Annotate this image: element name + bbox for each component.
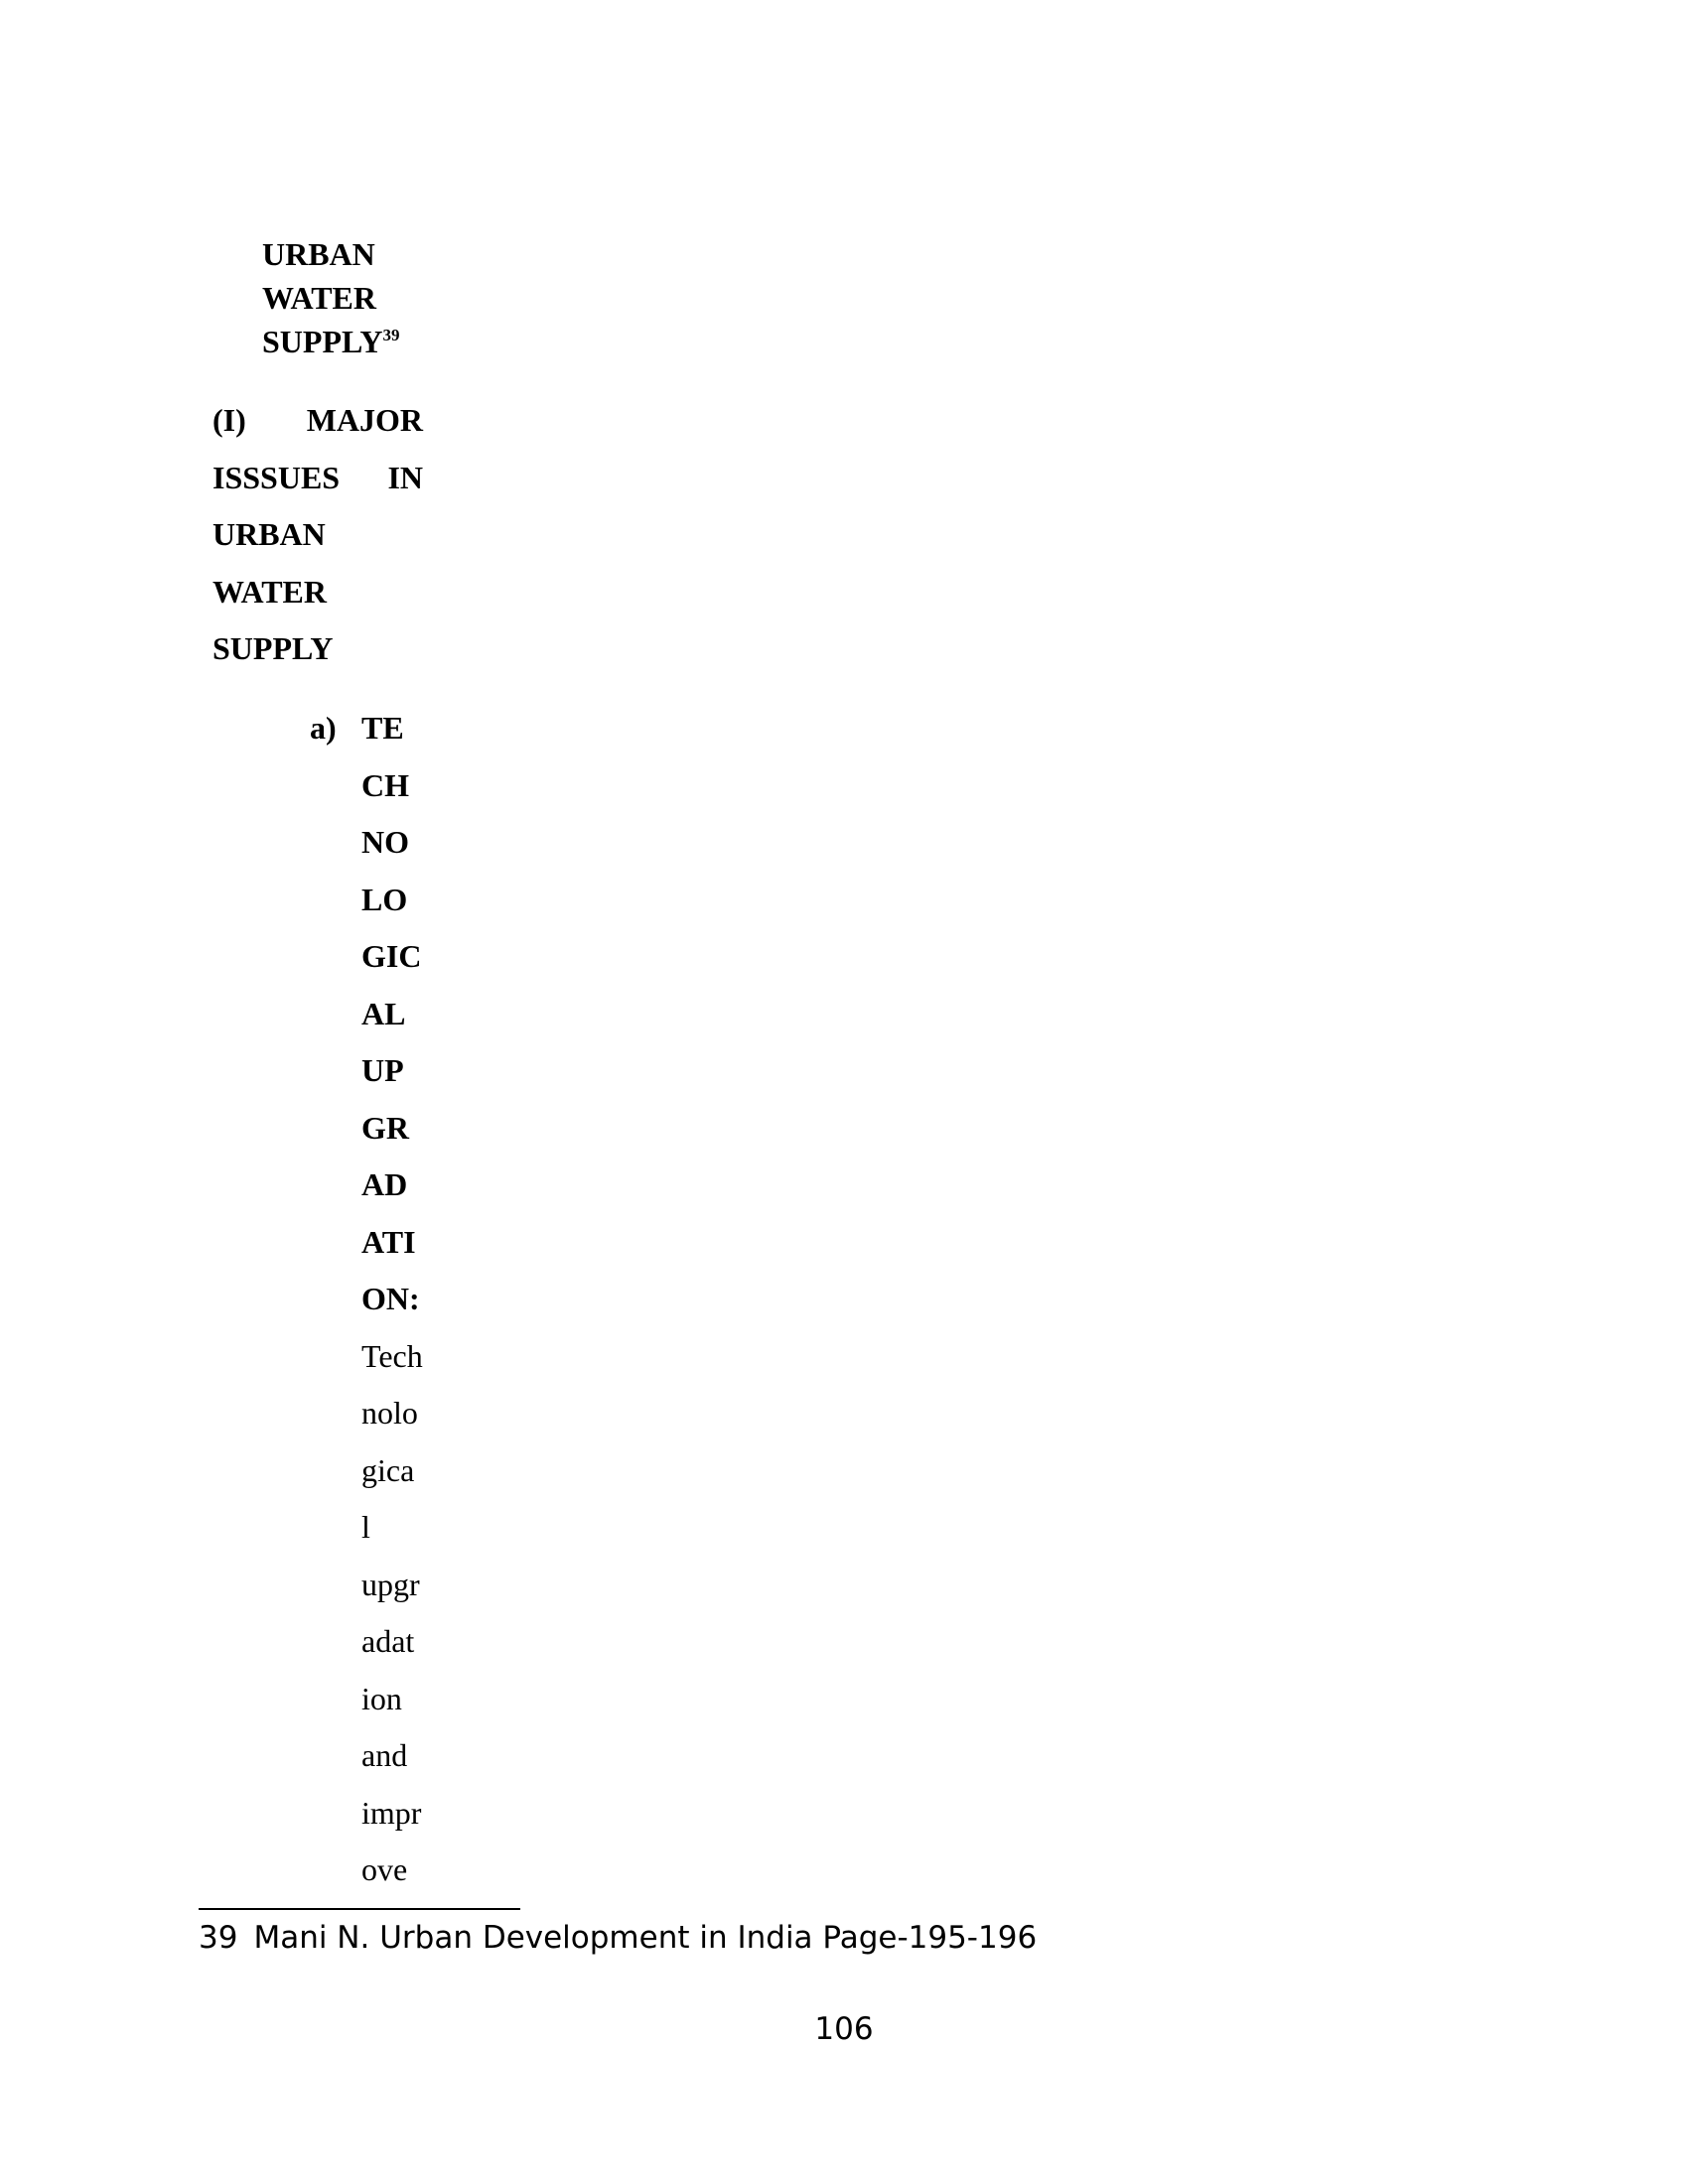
footnote-number: 39: [199, 1920, 238, 1956]
footnote: [199, 1918, 1037, 1958]
item-body-fragment: Tech: [361, 1337, 423, 1374]
item-body-fragment: l: [361, 1509, 370, 1545]
page-number: 106: [814, 2011, 874, 2047]
heading-row: [212, 392, 423, 450]
item-heading-fragment: AD: [361, 1166, 408, 1202]
heading-row: [212, 620, 423, 678]
item-heading-fragment: ON:: [361, 1281, 420, 1316]
heading-word: IN: [387, 459, 423, 495]
item-heading-fragment: TE: [361, 710, 404, 746]
heading-word: (I): [212, 402, 246, 438]
title-line: WATER: [262, 280, 376, 316]
item-body-fragment: ove: [361, 1851, 408, 1887]
footnote-divider: [199, 1908, 520, 1910]
heading-row: [212, 450, 423, 507]
item-heading-fragment: LO: [361, 881, 408, 917]
item-body-fragment: nolo: [361, 1395, 418, 1431]
subsection-heading: [212, 392, 423, 678]
item-heading-fragment: CH: [361, 766, 409, 803]
item-body-fragment: impr: [361, 1794, 422, 1831]
heading-word: SUPPLY: [212, 630, 334, 666]
list-item-marker: a): [310, 710, 337, 746]
item-heading-fragment: ATI: [361, 1223, 416, 1260]
heading-row: [212, 564, 423, 621]
item-heading-fragment: AL: [361, 995, 406, 1031]
heading-word: MAJOR: [306, 402, 423, 438]
heading-word: WATER: [212, 573, 327, 610]
heading-word: URBAN: [212, 516, 326, 552]
section-title: [262, 232, 400, 363]
title-line: URBAN: [262, 236, 375, 272]
item-body-fragment: ion: [361, 1680, 402, 1716]
item-body-fragment: adat: [361, 1623, 415, 1659]
item-heading-fragment: NO: [361, 824, 409, 860]
item-heading-fragment: GR: [361, 1109, 409, 1146]
footnote-text: Mani N. Urban Development in India Page-195-196: [253, 1920, 1038, 1956]
heading-row: [212, 506, 423, 564]
item-heading-fragment: UP: [361, 1052, 404, 1088]
item-body-fragment: upgr: [361, 1566, 420, 1602]
footnote-reference[interactable]: 39: [382, 326, 400, 344]
title-line: SUPPLY$^{39}$: [262, 324, 400, 359]
list-item-text: [361, 700, 441, 1899]
item-heading-fragment: GIC: [361, 938, 422, 974]
item-body-fragment: gica: [361, 1451, 415, 1488]
item-body-fragment: and: [361, 1737, 408, 1773]
heading-word: ISSSUES: [212, 459, 341, 495]
